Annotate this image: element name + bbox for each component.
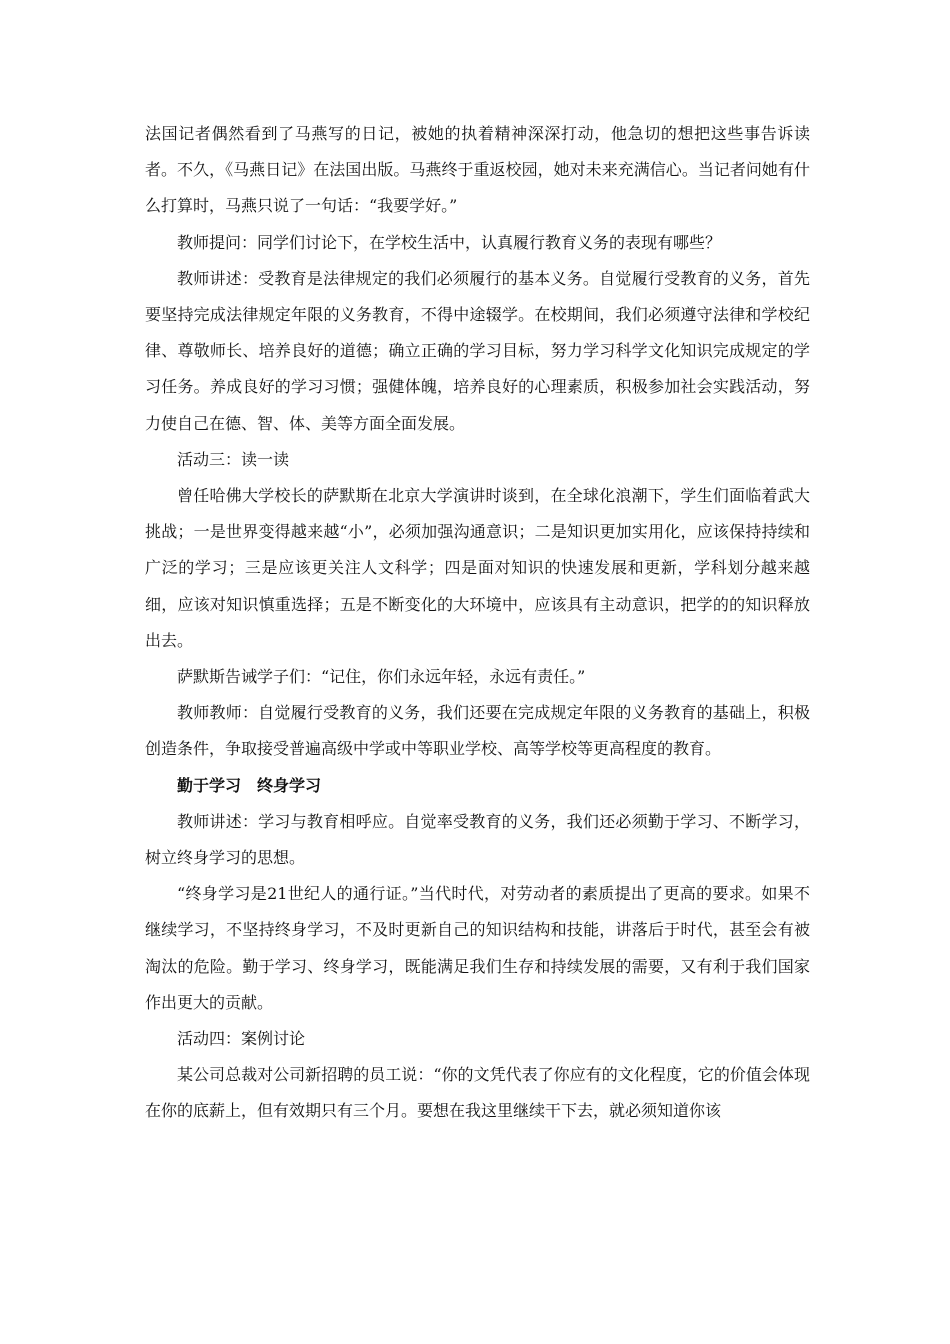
section-heading <box>145 768 810 804</box>
paragraph-teacher-question: 教师提问：同学们讨论下，在学校生活中，认真履行教育义务的表现有哪些？ <box>177 232 722 252</box>
paragraph-story-continuation: 法国记者偶然看到了马燕写的日记，被她的执着精神深深打动，他急切的想把这些事告诉读者。不久，《马燕日记》在法国出版。马燕终于重返校园，她对未来充满信心。当记者问她有什么打算时，马燕只说了一句话：“我要学好。” <box>145 124 810 216</box>
document-body <box>145 116 810 1130</box>
activity-three-title: 活动三：读一读 <box>177 449 290 469</box>
section-heading-part-1: 勤于学习 <box>177 775 242 795</box>
paragraph-teacher-lecture-duty: 教师讲述：受教育是法律规定的我们必须履行的基本义务。自觉履行受教育的义务，首先要坚持完成法律规定年限的义务教育，不得中途辍学。在校期间，我们必须遵守法律和学校纪律、尊敬师长、培养良好的道德；确立正确的学习目标，努力学习科学文化知识完成规定的学习任务。养成良好的学习习惯；强健体魄，培养良好的心理素质，积极参加社会实践活动，努力使自己在德、智、体、美等方面全面发展。 <box>145 268 810 433</box>
paragraph-summers-speech: 曾任哈佛大学校长的萨默斯在北京大学演讲时谈到，在全球化浪潮下，学生们面临着武大挑战；一是世界变得越来越“小”，必须加强沟通意识；二是知识更加实用化，应该保持持续和广泛的学习；三是应该更关注人文科学；四是面对知识的快速发展和更新，学科划分越来越细，应该对知识慎重选择；五是不断变化的大环境中，应该具有主动意识，把学的的知识释放出去。 <box>145 486 810 650</box>
paragraph-case-study: 某公司总裁对公司新招聘的员工说：“你的文凭代表了你应有的文化程度，它的价值会体现在你的底薪上，但有效期只有三个月。要想在我这里继续干下去，就必须知道你该 <box>145 1065 810 1121</box>
paragraph-teacher-lecture-learning: 教师讲述：学习与教育相呼应。自觉率受教育的义务，我们还必须勤于学习、不断学习，树立终身学习的思想。 <box>145 811 810 868</box>
paragraph-summers-quote: 萨默斯告诫学子们：“记住，你们永远年轻，永远有责任。” <box>177 667 586 687</box>
section-heading-part-2: 终身学习 <box>257 775 322 795</box>
activity-four-title: 活动四：案例讨论 <box>177 1029 306 1049</box>
paragraph-teacher-higher-education: 教师教师：自觉履行受教育的义务，我们还要在完成规定年限的义务教育的基础上，积极创造条件，争取接受普遍高级中学或中等职业学校、高等学校等更高程度的教育。 <box>145 703 810 759</box>
paragraph-lifelong-learning: “终身学习是21世纪人的通行证。”当代时代，对劳动者的素质提出了更高的要求。如果不继续学习，不坚持终身学习，不及时更新自己的知识结构和技能，讲落后于时代，甚至会有被淘汰的危险。勤于学习、终身学习，既能满足我们生存和持续发展的需要，又有利于我们国家作出更大的贡献。 <box>145 884 810 1012</box>
